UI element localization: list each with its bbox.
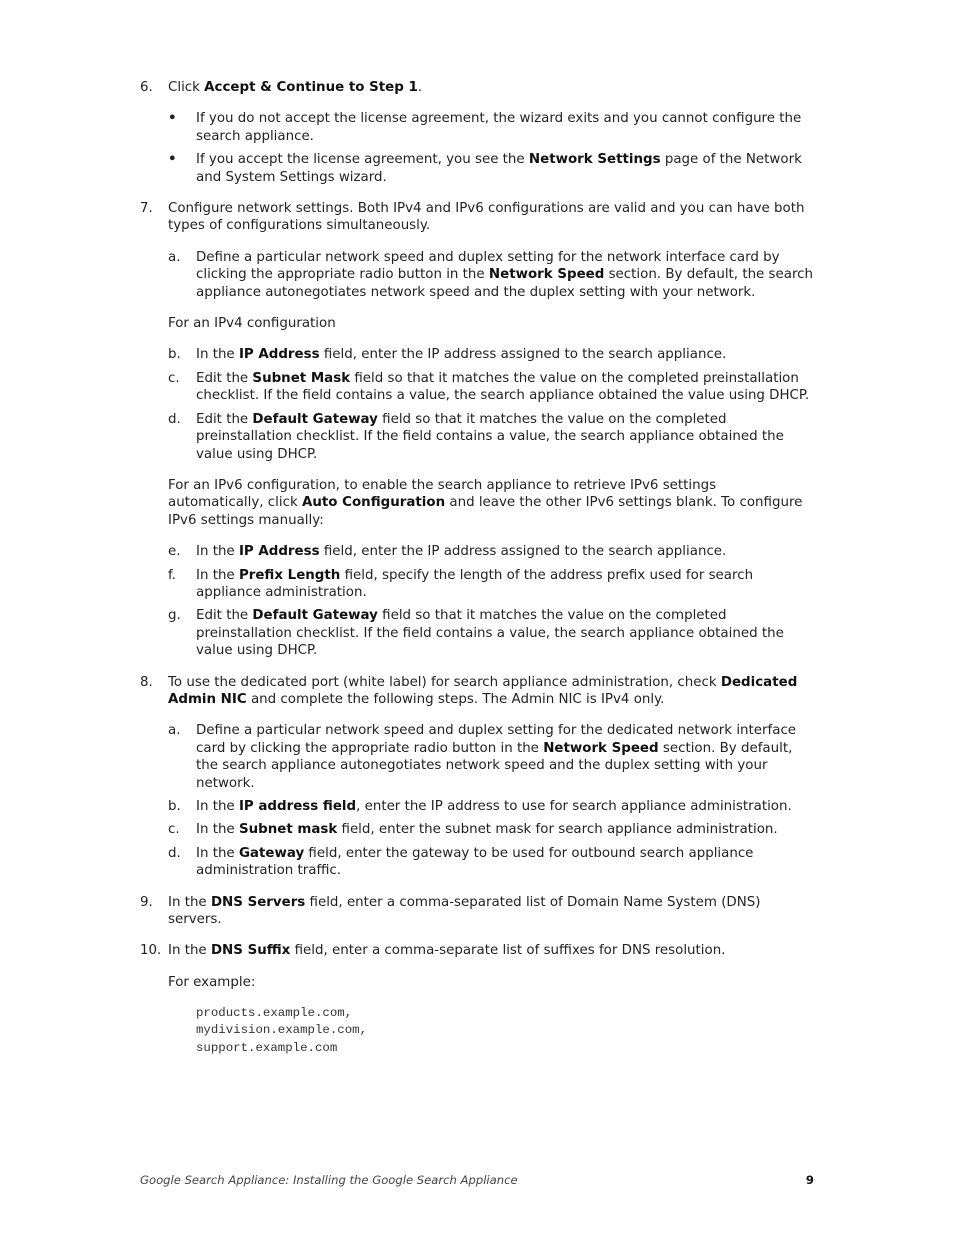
- step-text: Click Accept & Continue to Step 1.: [168, 80, 423, 95]
- substep-letter: b.: [168, 799, 181, 814]
- substep-letter: d.: [168, 845, 181, 861]
- substep-letter: g.: [168, 608, 181, 624]
- code-example: [140, 1005, 814, 1057]
- substep-text: Edit the Subnet Mask field so that it matches the value on the completed preinstallation checklist. If the field contains a value, the search appliance obtained the value using DHCP.: [196, 370, 810, 404]
- substep-b: [140, 798, 814, 815]
- substep-letter: e.: [168, 544, 181, 560]
- step-number: 10.: [140, 943, 162, 959]
- substep-letter: d.: [168, 411, 181, 427]
- step-text: Configure network settings. Both IPv4 and IPv6 configurations are valid and you can have both types of configurations simultaneously.: [168, 201, 805, 234]
- substep-a: [140, 249, 814, 301]
- substep-text: In the Prefix Length field, specify the length of the address prefix used for search appliance administration.: [196, 567, 754, 600]
- step-9: [140, 894, 814, 929]
- bullet-text: If you accept the license agreement, you see the Network Settings page of the Network and System Settings wizard.: [196, 152, 802, 185]
- bullet-item: [140, 151, 814, 186]
- substep-text: Define a particular network speed and duplex setting for the dedicated network interface card by clicking the appropriate radio button in the Network Speed section. By default, the search appliance autonegotiates network speed and the duplex setting with your network.: [196, 723, 797, 791]
- example-label: For example:: [168, 974, 256, 990]
- substep-letter: a.: [168, 723, 181, 739]
- substep-d: [140, 845, 814, 880]
- substep-a: [140, 722, 814, 792]
- ipv6-paragraph: For an IPv6 configuration, to enable the search appliance to retrieve IPv6 settings automatically, click Auto Configuration and leave the other IPv6 settings blank. To configure IPv6 settings manually:: [168, 477, 803, 528]
- step-number: 7.: [140, 201, 153, 217]
- substep-text: In the IP Address field, enter the IP address assigned to the search appliance.: [196, 347, 727, 363]
- step-number: 8.: [140, 674, 153, 690]
- substep-text: In the Gateway field, enter the gateway to be used for outbound search appliance administration traffic.: [196, 845, 754, 879]
- step-number: 6.: [140, 80, 153, 95]
- substep-letter: c.: [168, 822, 180, 838]
- substep-e: [140, 543, 814, 560]
- page-footer: [140, 1173, 814, 1188]
- substep-text: In the IP Address field, enter the IP address assigned to the search appliance.: [196, 544, 727, 560]
- substep-b: [140, 346, 814, 363]
- document-body: [140, 79, 814, 1057]
- substep-c: [140, 370, 814, 405]
- substep-letter: b.: [168, 347, 181, 363]
- substep-text: In the IP address field, enter the IP address to use for search appliance administration.: [196, 799, 792, 814]
- step-text: To use the dedicated port (white label) for search appliance administration, check Dedicated Admin NIC and complete the following steps. The Admin NIC is IPv4 only.: [168, 674, 798, 707]
- substep-d: [140, 411, 814, 463]
- footer-title: Google Search Appliance: Installing the Google Search Appliance: [140, 1173, 518, 1187]
- step-10: [140, 942, 814, 959]
- step-text: In the DNS Servers field, enter a comma-separated list of Domain Name System (DNS) servers.: [168, 894, 761, 928]
- bullet-icon: •: [168, 152, 177, 168]
- step-6: [140, 79, 814, 96]
- substep-c: [140, 821, 814, 838]
- step-8: [140, 674, 814, 709]
- substep-letter: c.: [168, 370, 180, 386]
- bullet-item: [140, 110, 814, 145]
- step-number: 9.: [140, 894, 153, 910]
- bullet-text: If you do not accept the license agreement, the wizard exits and you cannot configure the search appliance.: [196, 111, 802, 144]
- substep-text: Edit the Default Gateway field so that it matches the value on the completed preinstallation checklist. If the field contains a value, the search appliance obtained the value using DHCP.: [196, 411, 784, 462]
- substep-g: [140, 607, 814, 659]
- code-line: products.example.com,: [196, 1006, 353, 1021]
- substep-text: Edit the Default Gateway field so that it matches the value on the completed preinstallation checklist. If the field contains a value, the search appliance obtained the value using DHCP.: [196, 608, 784, 659]
- page-number: 9: [805, 1173, 814, 1187]
- substep-text: In the Subnet mask field, enter the subnet mask for search appliance administration.: [196, 822, 778, 838]
- step-7: [140, 200, 814, 235]
- bullet-icon: •: [168, 111, 177, 127]
- substep-f: [140, 567, 814, 602]
- ipv4-label: For an IPv4 configuration: [168, 316, 336, 332]
- step-text: In the DNS Suffix field, enter a comma-separate list of suffixes for DNS resolution.: [168, 943, 726, 959]
- code-line: support.example.com: [196, 1040, 338, 1055]
- code-line: mydivision.example.com,: [196, 1023, 368, 1038]
- substep-text: Define a particular network speed and duplex setting for the network interface card by clicking the appropriate radio button in the Network Speed section. By default, the search appliance autonegotiates network speed and the duplex setting with your network.: [196, 249, 814, 300]
- substep-letter: f.: [168, 567, 176, 583]
- substep-letter: a.: [168, 249, 181, 265]
